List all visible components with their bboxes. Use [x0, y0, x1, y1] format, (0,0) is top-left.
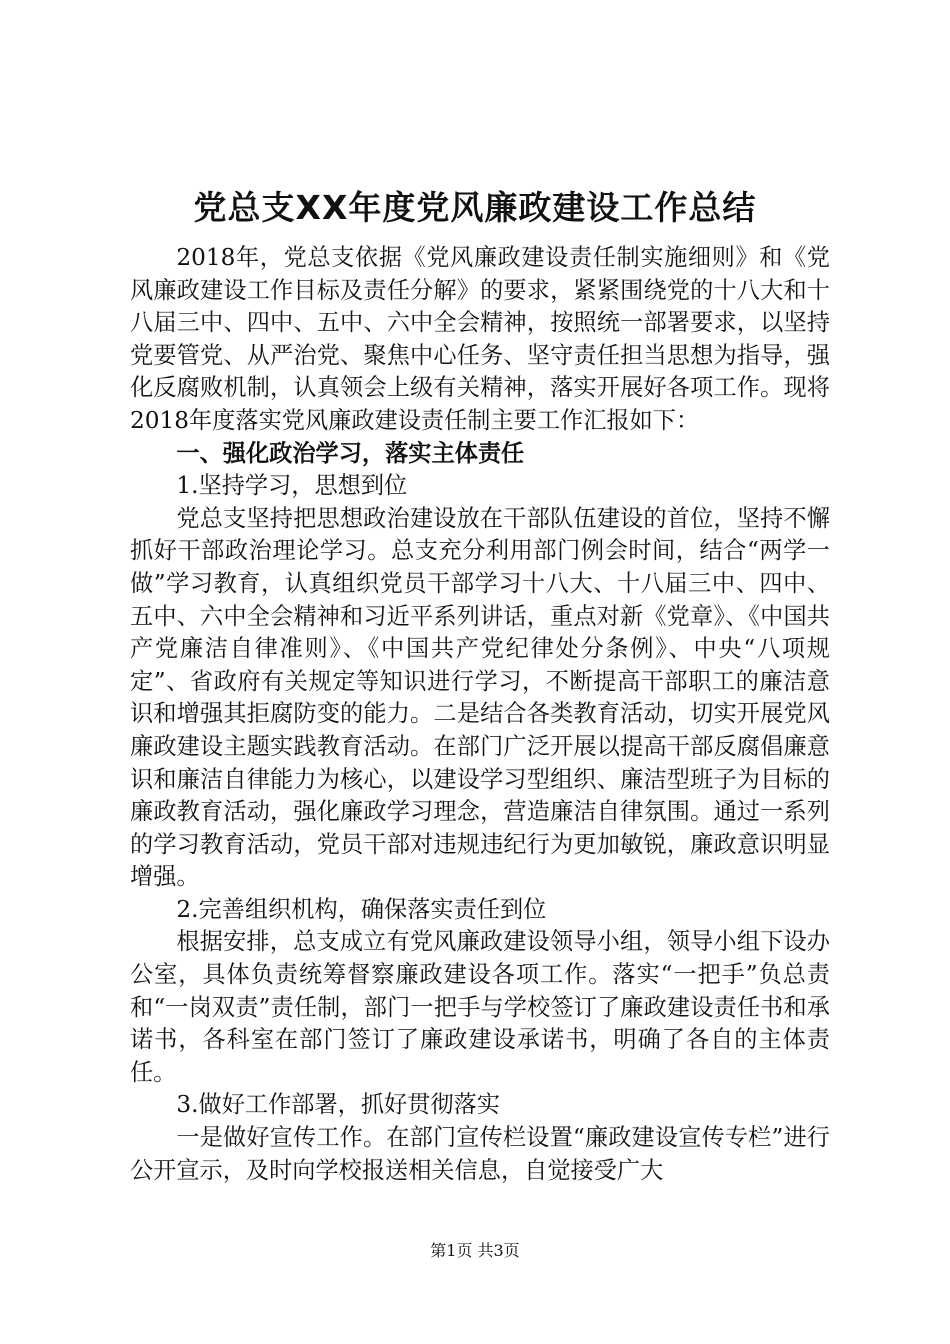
section-heading-1: 一、强化政治学习，落实主体责任: [176, 439, 525, 467]
subheading-1: 1.坚持学习，思想到位: [176, 472, 408, 500]
paragraph-organization: 根据安排，总支成立有党风廉政建设领导小组，领导小组下设办公室，具体负责统筹督察廉政建设各项工作。落实“一把手”负总责和“一岗双责”责任制，部门一把手与学校签订了廉政建设责任书和承诺书，各科室在部门签订了廉政建设承诺书，明确了各自的主体责任。: [130, 928, 830, 1086]
page-number-footer: 第1页 共3页: [430, 1241, 520, 1260]
subheading-3: 3.做好工作部署，抓好贯彻落实: [176, 1091, 500, 1119]
document-body: [130, 242, 830, 1187]
paragraph-study: 党总支坚持把思想政治建设放在干部队伍建设的首位，坚持不懈抓好干部政治理论学习。总支充分利用部门例会时间，结合“两学一做”学习教育，认真组织党员干部学习十八大、十八届三中、四中、五中、六中全会精神和习近平系列讲话，重点对新《党章》、《中国共产党廉洁自律准则》、《中国共产党纪律处分条例》、中央“八项规定”、省政府有关规定等知识进行学习，不断提高干部职工的廉洁意识和增强其拒腐防变的能力。二是结合各类教育活动，切实开展党风廉政建设主题实践教育活动。在部门广泛开展以提高干部反腐倡廉意识和廉洁自律能力为核心，以建设学习型组织、廉洁型班子为目标的廉政教育活动，强化廉政学习理念，营造廉洁自律氛围。通过一系列的学习教育活动，党员干部对违规违纪行为更加敏锐，廉政意识明显增强。: [130, 504, 830, 891]
paragraph-intro: 2018年，党总支依据《党风廉政建设责任制实施细则》和《党风廉政建设工作目标及责任分解》的要求，紧紧围绕党的十八大和十八届三中、四中、五中、六中全会精神，按照统一部署要求，以坚持党要管党、从严治党、聚焦中心任务、坚守责任担当思想为指导，强化反腐败机制，认真领会上级有关精神，落实开展好各项工作。现将2018年度落实党风廉政建设责任制主要工作汇报如下：: [130, 244, 830, 434]
subheading-2: 2.完善组织机构，确保落实责任到位: [176, 895, 547, 923]
document-title: 党总支XX年度党风廉政建设工作总结: [193, 188, 757, 227]
paragraph-publicity: 一是做好宣传工作。在部门宣传栏设置“廉政建设宣传专栏”进行公开宣示，及时向学校报送相关信息，自觉接受广大: [130, 1124, 830, 1184]
